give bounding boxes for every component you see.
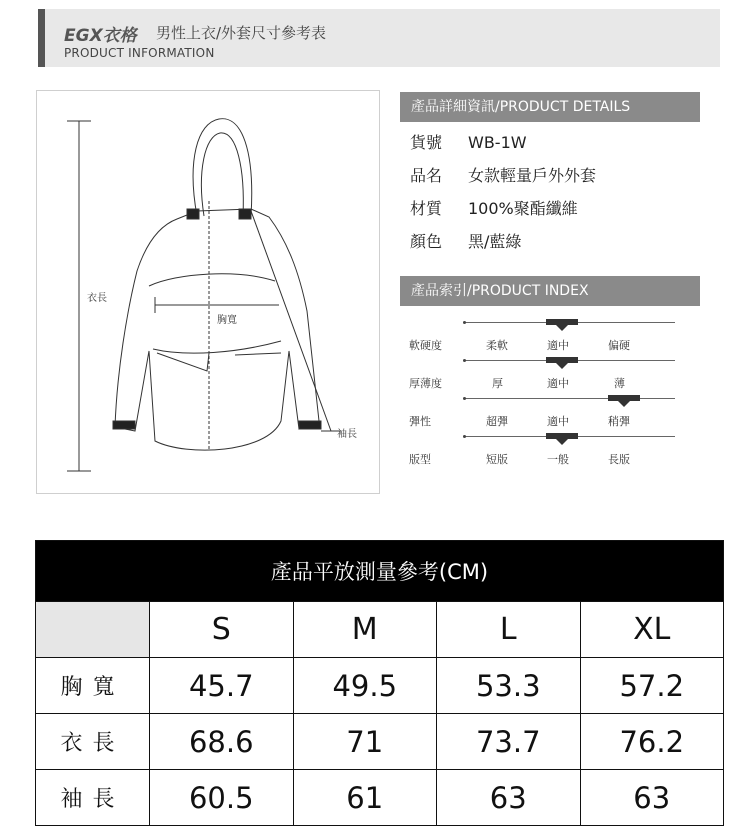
index-option: 厚 [492,377,503,390]
detail-key: 品名 [410,166,443,185]
table-row [36,770,724,826]
index-heading: 產品索引/PRODUCT INDEX [400,276,700,306]
index-option: 適中 [547,415,569,428]
detail-row [410,130,527,153]
size-header-cell: S [150,602,294,658]
table-cell: 60.5 [150,770,294,826]
detail-key: 貨號 [410,133,443,152]
table-cell: 53.3 [437,658,581,714]
index-row-name: 版型 [409,453,431,466]
table-cell: 49.5 [293,658,437,714]
details-heading: 產品詳細資訊/PRODUCT DETAILS [400,92,700,122]
length-label: 衣長 [87,293,107,304]
size-header-cell: XL [580,602,724,658]
index-scale-line [465,398,675,399]
size-table-title: 產品平放測量參考(CM) [36,541,724,602]
index-option: 一般 [547,453,569,466]
page-title: 男性上衣/外套尺寸參考表 [156,24,327,42]
index-row-name: 彈性 [409,415,431,428]
table-row [36,714,724,770]
index-option: 超彈 [486,415,508,428]
index-row-name: 厚薄度 [409,377,442,390]
index-scale-dot [463,321,466,324]
detail-value: 100%聚酯纖維 [468,199,578,218]
size-header-cell: L [437,602,581,658]
index-option: 適中 [547,339,569,352]
index-row-name: 軟硬度 [409,339,442,352]
size-header-cell: M [293,602,437,658]
size-header-blank [36,602,150,658]
index-selected-marker [546,319,578,325]
table-row [36,658,724,714]
index-option: 偏硬 [608,339,630,352]
row-label: 袖長 [36,770,150,826]
page-subtitle: PRODUCT INFORMATION [64,46,215,60]
detail-row [410,163,596,186]
index-selected-marker [546,357,578,363]
index-scale-dot [463,397,466,400]
table-cell: 61 [293,770,437,826]
jacket-figure-box [36,90,380,494]
table-cell: 76.2 [580,714,724,770]
row-label: 衣長 [36,714,150,770]
detail-key: 顏色 [410,232,443,251]
chest-label: 胸寬 [217,315,237,326]
detail-value: 女款輕量戶外外套 [468,166,597,185]
table-cell: 63 [437,770,581,826]
index-option: 柔軟 [486,339,508,352]
detail-row [410,229,521,252]
header-accent-bar [38,9,45,67]
page-header [38,9,720,67]
index-option: 長版 [608,453,630,466]
index-option: 適中 [547,377,569,390]
detail-row [410,196,578,219]
index-option: 稍彈 [608,415,630,428]
detail-value: 黑/藍綠 [468,232,522,251]
row-label: 胸寬 [36,658,150,714]
detail-key: 材質 [410,199,443,218]
index-option: 短版 [486,453,508,466]
size-header-row [36,602,724,658]
size-table [35,540,724,826]
sleeve-label: 袖長 [337,429,357,440]
index-scale-dot [463,359,466,362]
index-selected-marker [608,395,640,401]
index-option: 薄 [614,377,625,390]
table-cell: 73.7 [437,714,581,770]
table-cell: 68.6 [150,714,294,770]
table-cell: 63 [580,770,724,826]
table-cell: 71 [293,714,437,770]
brand-logo: EGX衣格 [64,26,137,46]
table-cell: 57.2 [580,658,724,714]
detail-value: WB-1W [468,133,527,152]
table-cell: 45.7 [150,658,294,714]
index-scale-dot [463,435,466,438]
index-selected-marker [546,433,578,439]
